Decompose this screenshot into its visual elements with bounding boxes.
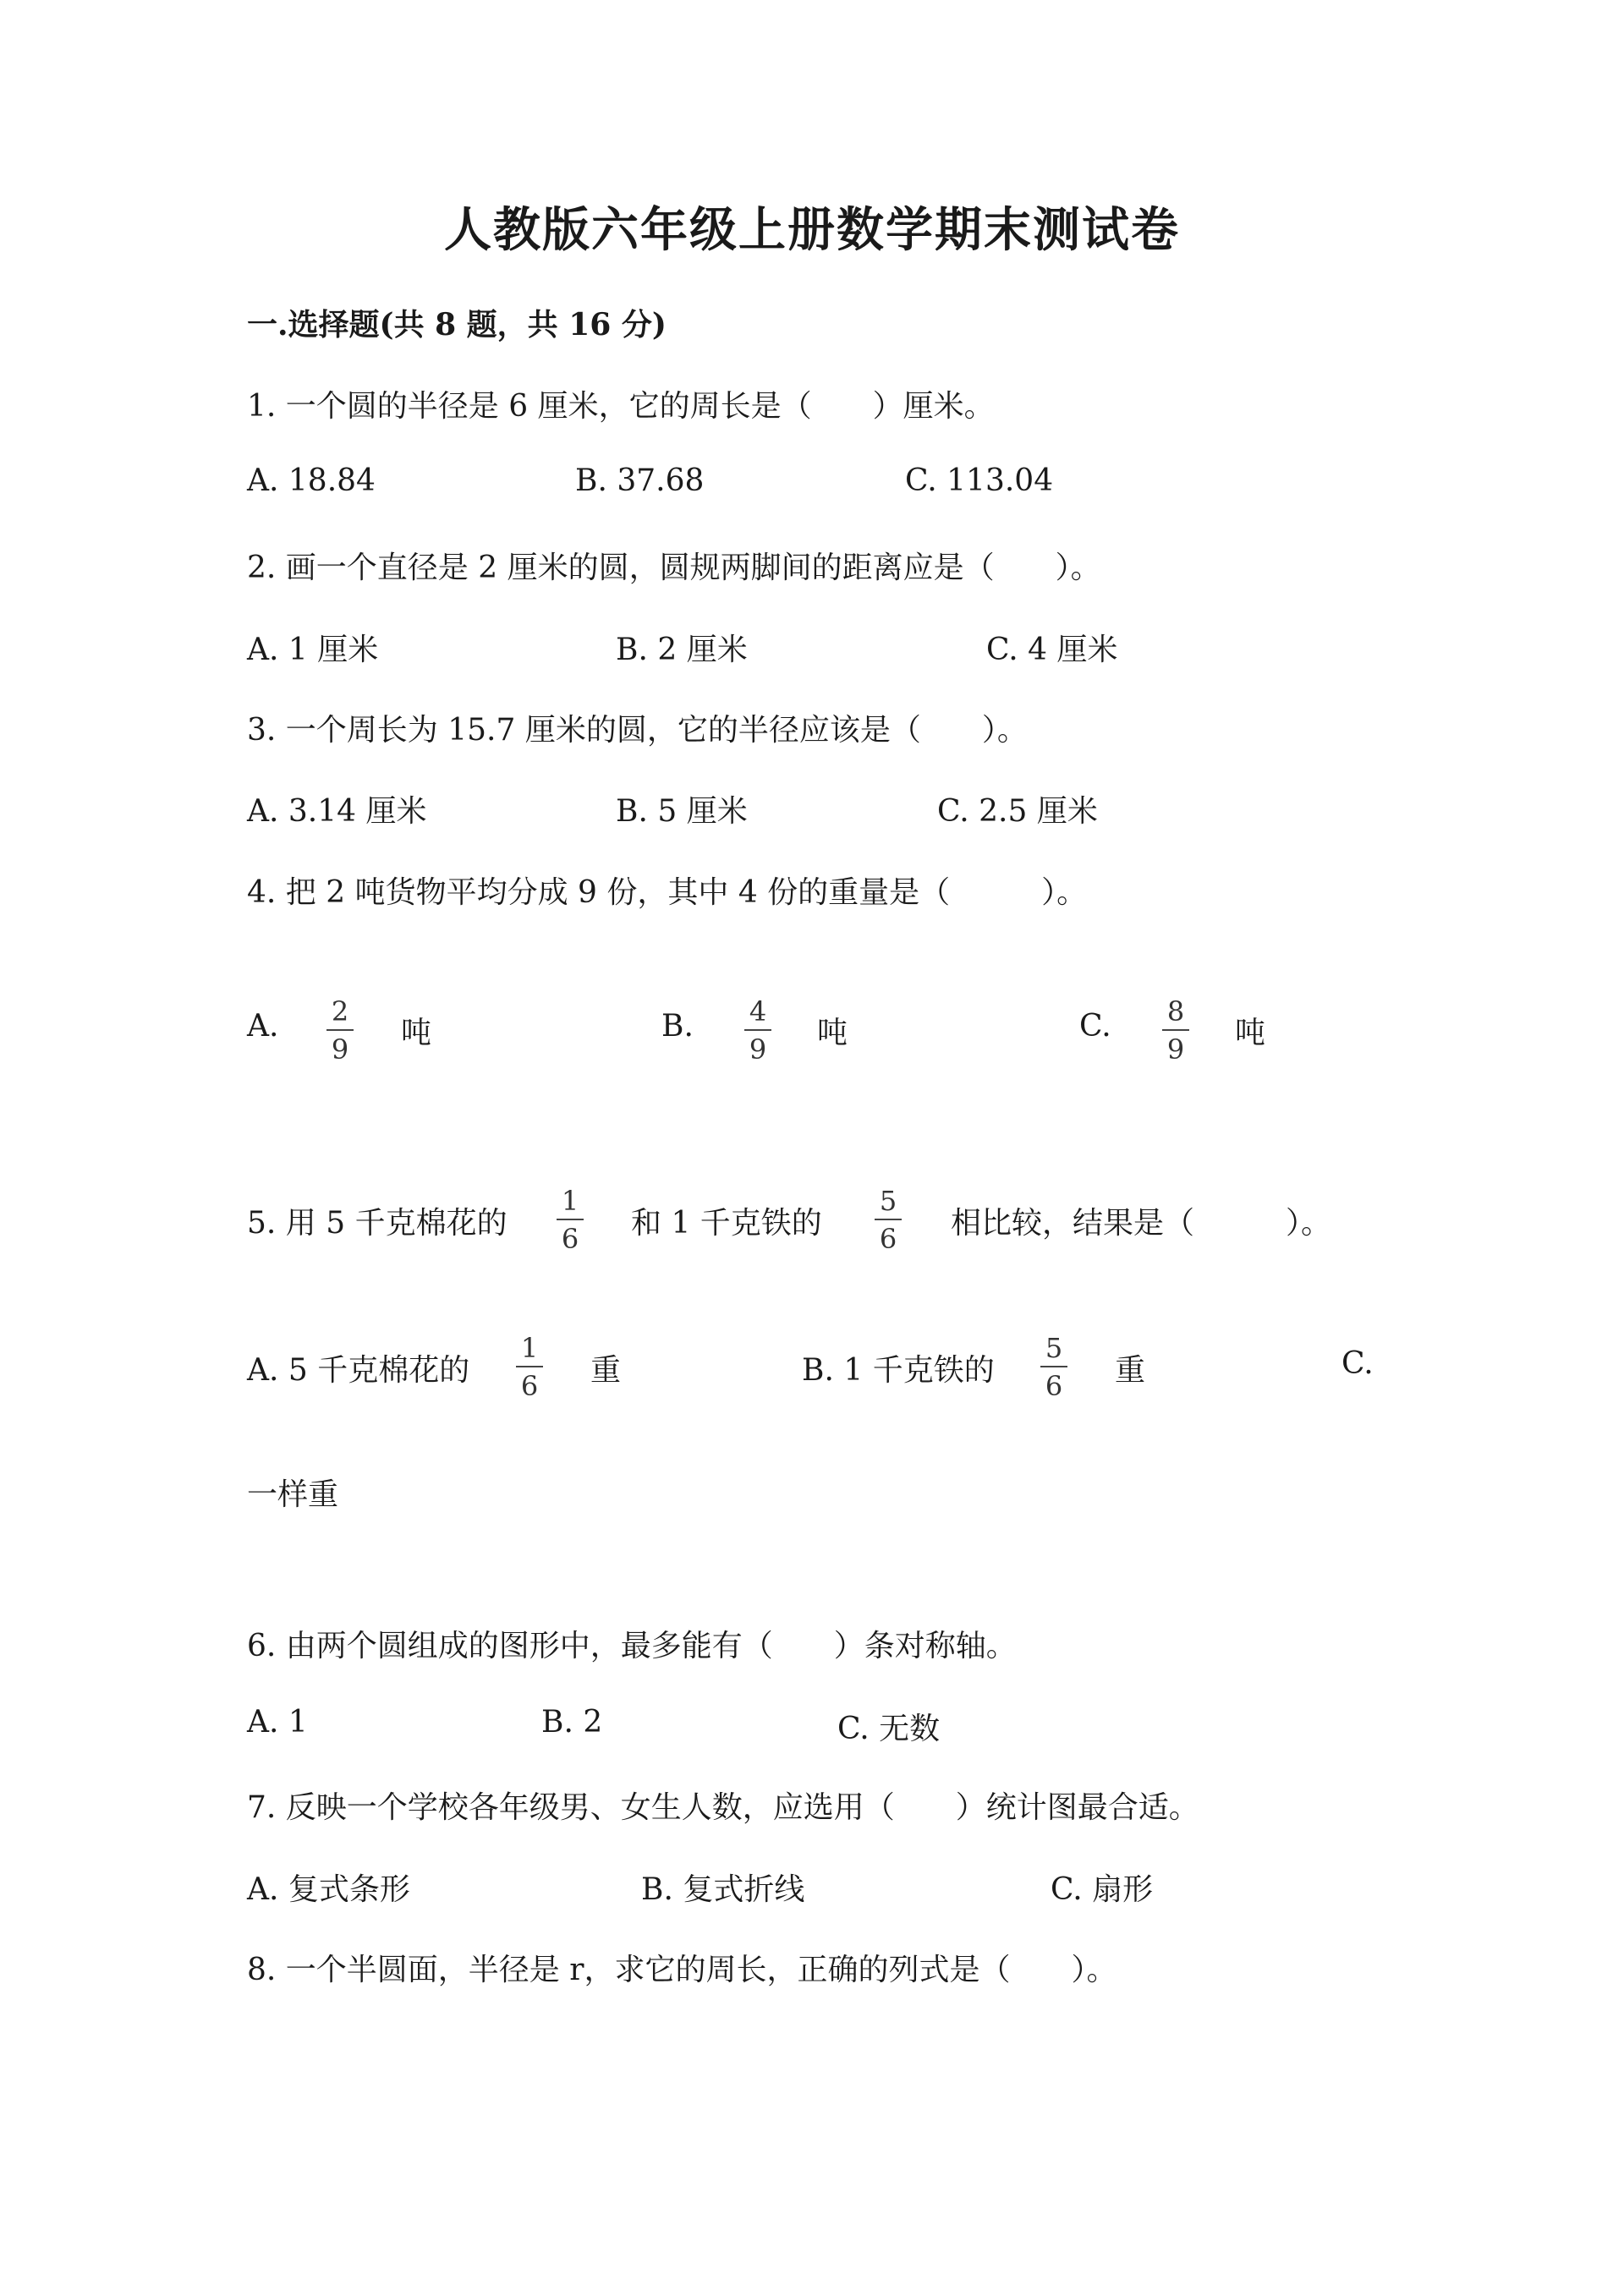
question-1-option-c: C. 113.04 — [905, 463, 1054, 498]
question-6-option-a: A. 1 — [247, 1705, 308, 1740]
question-4-stem: 4. 把 2 吨货物平均分成 9 份，其中 4 份的重量是（ ）。 — [247, 875, 1088, 910]
question-4-option-c-fraction — [1159, 995, 1193, 1066]
question-7-option-a: A. 复式条形 — [247, 1872, 410, 1907]
fraction-denominator: 6 — [1045, 1370, 1063, 1402]
fraction-bar — [1040, 1366, 1067, 1367]
question-4-option-b-label: B. — [661, 1009, 694, 1044]
fraction-bar — [875, 1219, 902, 1220]
fraction-denominator: 9 — [1166, 1033, 1185, 1066]
question-5-stem-part-3: 相比较，结果是（ ）。 — [951, 1206, 1332, 1241]
question-4-option-a-fraction — [323, 995, 357, 1066]
question-7-option-c: C. 扇形 — [1051, 1872, 1154, 1907]
question-4-option-a-unit: 吨 — [401, 1016, 432, 1050]
question-5-option-a-fraction — [513, 1334, 546, 1400]
fraction-numerator: 4 — [749, 995, 767, 1027]
question-1-option-a: A. 18.84 — [247, 463, 376, 498]
question-2-option-a: A. 1 厘米 — [247, 633, 379, 667]
fraction-denominator: 9 — [331, 1033, 349, 1066]
fraction-bar — [516, 1366, 543, 1367]
question-4-option-c-unit: 吨 — [1235, 1016, 1266, 1050]
question-4-option-b-fraction — [741, 995, 775, 1066]
fraction-numerator: 5 — [879, 1185, 897, 1217]
question-5-stem-fraction-2 — [871, 1185, 905, 1255]
question-8-stem: 8. 一个半圆面，半径是 r，求它的周长，正确的列式是（ ）。 — [247, 1953, 1117, 1987]
question-5-option-b-fraction — [1037, 1334, 1071, 1400]
fraction-denominator: 6 — [561, 1223, 579, 1255]
fraction-denominator: 9 — [749, 1033, 767, 1066]
question-2-option-c: C. 4 厘米 — [986, 633, 1118, 667]
question-4-option-a-label: A. — [247, 1009, 279, 1044]
fraction-bar — [557, 1219, 584, 1220]
fraction-numerator: 5 — [1045, 1332, 1063, 1364]
question-5-option-c-text: 一样重 — [247, 1477, 339, 1512]
fraction-denominator: 6 — [520, 1370, 539, 1402]
page-title: 人教版六年级上册数学期末测试卷 — [444, 202, 1180, 258]
fraction-numerator: 8 — [1166, 995, 1185, 1027]
section-heading: 一.选择题(共 8 题，共 16 分) — [247, 307, 667, 342]
question-6-option-b: B. 2 — [541, 1705, 603, 1740]
question-1-option-b: B. 37.68 — [575, 463, 705, 498]
question-5-option-b-text: B. 1 千克铁的 — [802, 1353, 995, 1388]
question-3-option-c: C. 2.5 厘米 — [937, 794, 1098, 829]
fraction-numerator: 2 — [331, 995, 349, 1027]
question-6-stem: 6. 由两个圆组成的图形中，最多能有（ ）条对称轴。 — [247, 1629, 1017, 1663]
question-5-option-c-label: C. — [1341, 1346, 1374, 1381]
question-2-option-b: B. 2 厘米 — [616, 633, 748, 667]
question-5-option-a-unit: 重 — [590, 1353, 622, 1388]
fraction-bar — [744, 1029, 771, 1031]
question-4-option-b-unit: 吨 — [817, 1016, 848, 1050]
question-7-option-b: B. 复式折线 — [641, 1872, 805, 1907]
question-7-stem: 7. 反映一个学校各年级男、女生人数，应选用（ ）统计图最合适。 — [247, 1790, 1199, 1825]
question-3-option-b: B. 5 厘米 — [616, 794, 748, 829]
question-5-stem-part-1: 5. 用 5 千克棉花的 — [247, 1206, 508, 1241]
fraction-numerator: 1 — [561, 1185, 579, 1217]
question-2-stem: 2. 画一个直径是 2 厘米的圆，圆规两脚间的距离应是（ ）。 — [247, 551, 1101, 585]
question-4-option-c-label: C. — [1079, 1009, 1111, 1044]
fraction-denominator: 6 — [879, 1223, 897, 1255]
question-1-stem: 1. 一个圆的半径是 6 厘米，它的周长是（ ）厘米。 — [247, 389, 995, 424]
fraction-bar — [326, 1029, 354, 1031]
question-3-stem: 3. 一个周长为 15.7 厘米的圆，它的半径应该是（ ）。 — [247, 713, 1028, 748]
fraction-numerator: 1 — [520, 1332, 539, 1364]
question-5-stem-fraction-1 — [553, 1185, 587, 1255]
question-5-option-a-text: A. 5 千克棉花的 — [247, 1353, 470, 1388]
fraction-bar — [1162, 1029, 1189, 1031]
question-5-option-b-unit: 重 — [1115, 1353, 1146, 1388]
question-3-option-a: A. 3.14 厘米 — [247, 794, 427, 829]
question-5-stem-part-2: 和 1 千克铁的 — [631, 1206, 822, 1241]
question-6-option-c: C. 无数 — [837, 1712, 941, 1746]
